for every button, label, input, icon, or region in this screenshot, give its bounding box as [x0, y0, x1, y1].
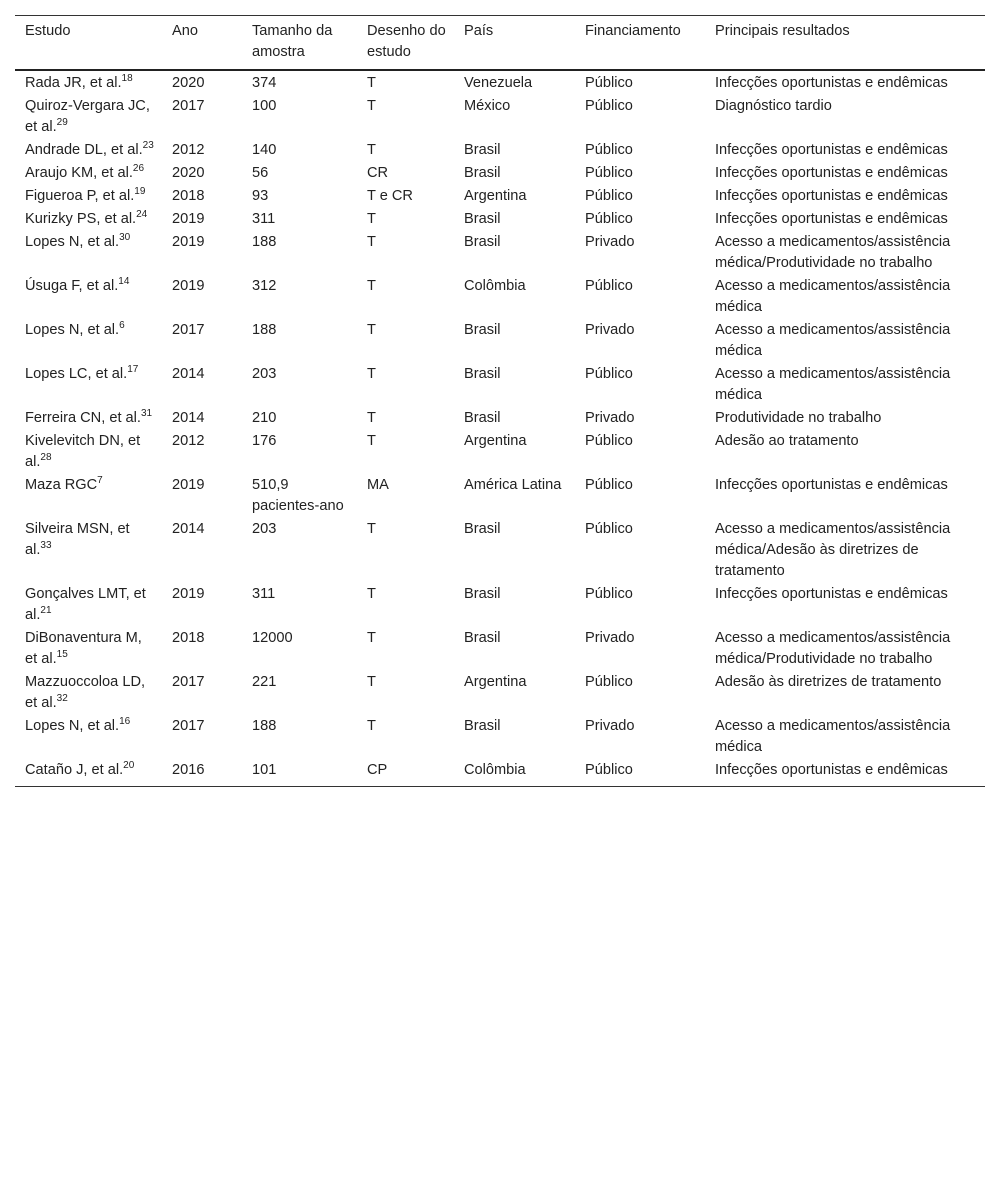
reference-number: 24	[136, 209, 148, 220]
main-results-cell: Produtividade no trabalho	[715, 410, 882, 426]
sample-size-cell: 510,9 pacientes-ano	[252, 477, 344, 514]
study-name: Kivelevitch DN, et al.	[25, 433, 141, 470]
country-cell: Argentina	[464, 433, 527, 449]
study-name: DiBonaventura M, et al.	[25, 630, 142, 667]
reference-number: 29	[56, 117, 68, 128]
column-header-tamanho-amostra: Tamanho da amostra	[252, 23, 333, 60]
sample-size-cell: 93	[252, 188, 269, 204]
funding-cell: Público	[585, 366, 633, 382]
funding-cell: Público	[585, 586, 633, 602]
table-row	[15, 162, 985, 185]
column-header-desenho-estudo: Desenho do estudo	[367, 23, 446, 60]
funding-cell: Público	[585, 165, 633, 181]
year-cell: 2020	[172, 75, 205, 91]
funding-cell: Público	[585, 477, 633, 493]
table-row	[15, 627, 985, 671]
reference-number: 15	[56, 649, 68, 660]
column-header-pais: País	[464, 23, 494, 39]
country-cell: Argentina	[464, 188, 527, 204]
main-results-cell: Acesso a medicamentos/assistência médica/Produtividade no trabalho	[715, 630, 951, 667]
year-cell: 2020	[172, 165, 205, 181]
table-row	[15, 474, 985, 518]
main-results-cell: Infecções oportunistas e endêmicas	[715, 477, 948, 493]
study-design-cell: T e CR	[367, 188, 413, 204]
study-cell	[15, 231, 162, 275]
year-cell: 2017	[172, 322, 205, 338]
studies-table-container	[15, 15, 985, 787]
table-row	[15, 319, 985, 363]
study-design-cell: T	[367, 630, 376, 646]
study-design-cell: CR	[367, 165, 389, 181]
country-cell: Brasil	[464, 211, 501, 227]
study-cell	[15, 95, 162, 139]
sample-size-cell: 203	[252, 521, 277, 537]
main-results-cell: Acesso a medicamentos/assistência médica	[715, 322, 951, 359]
table-row	[15, 671, 985, 715]
study-cell	[15, 759, 162, 787]
study-design-cell: T	[367, 98, 376, 114]
reference-number: 28	[40, 452, 52, 463]
table-row	[15, 208, 985, 231]
reference-number: 20	[123, 760, 135, 771]
main-results-cell: Acesso a medicamentos/assistência médica	[715, 718, 951, 755]
funding-cell: Público	[585, 433, 633, 449]
sample-size-cell: 311	[252, 211, 276, 227]
sample-size-cell: 101	[252, 762, 277, 778]
table-row	[15, 185, 985, 208]
table-row	[15, 430, 985, 474]
study-name: Maza RGC	[25, 477, 98, 493]
country-cell: Colômbia	[464, 278, 526, 294]
study-cell	[15, 715, 162, 759]
year-cell: 2012	[172, 433, 205, 449]
study-name: Lopes N, et al.	[25, 718, 120, 734]
funding-cell: Público	[585, 188, 633, 204]
sample-size-cell: 311	[252, 586, 276, 602]
year-cell: 2014	[172, 410, 205, 426]
main-results-cell: Infecções oportunistas e endêmicas	[715, 586, 948, 602]
column-header-ano: Ano	[172, 23, 198, 39]
country-cell: Brasil	[464, 165, 501, 181]
study-design-cell: T	[367, 234, 376, 250]
table-row	[15, 407, 985, 430]
study-name: Kurizky PS, et al.	[25, 211, 137, 227]
funding-cell: Privado	[585, 322, 635, 338]
year-cell: 2017	[172, 98, 205, 114]
table-row	[15, 95, 985, 139]
header-row	[15, 16, 985, 71]
funding-cell: Público	[585, 521, 633, 537]
main-results-cell: Acesso a medicamentos/assistência médica	[715, 278, 951, 315]
funding-cell: Privado	[585, 718, 635, 734]
reference-number: 18	[121, 73, 133, 84]
sample-size-cell: 221	[252, 674, 277, 690]
sample-size-cell: 56	[252, 165, 269, 181]
study-name: Figueroa P, et al.	[25, 188, 135, 204]
study-cell	[15, 671, 162, 715]
country-cell: México	[464, 98, 511, 114]
study-cell	[15, 319, 162, 363]
year-cell: 2014	[172, 521, 205, 537]
table-row	[15, 275, 985, 319]
reference-number: 6	[119, 320, 125, 331]
study-cell	[15, 162, 162, 185]
table-row	[15, 759, 985, 787]
table-row	[15, 363, 985, 407]
main-results-cell: Adesão ao tratamento	[715, 433, 859, 449]
reference-number: 21	[40, 605, 52, 616]
country-cell: Brasil	[464, 521, 501, 537]
study-cell	[15, 139, 162, 162]
sample-size-cell: 312	[252, 278, 277, 294]
main-results-cell: Infecções oportunistas e endêmicas	[715, 142, 948, 158]
year-cell: 2018	[172, 188, 205, 204]
study-name: Quiroz-Vergara JC, et al.	[25, 98, 150, 135]
year-cell: 2017	[172, 674, 205, 690]
study-name: Ferreira CN, et al.	[25, 410, 141, 426]
study-design-cell: T	[367, 142, 376, 158]
study-name: Cataño J, et al.	[25, 762, 124, 778]
funding-cell: Privado	[585, 234, 635, 250]
study-design-cell: T	[367, 521, 376, 537]
sample-size-cell: 176	[252, 433, 277, 449]
funding-cell: Público	[585, 278, 633, 294]
reference-number: 26	[132, 163, 145, 174]
study-design-cell: T	[367, 718, 376, 734]
reference-number: 14	[118, 276, 130, 287]
year-cell: 2012	[172, 142, 205, 158]
study-design-cell: CP	[367, 762, 388, 778]
studies-table	[15, 15, 985, 787]
table-row	[15, 231, 985, 275]
study-design-cell: T	[367, 322, 376, 338]
year-cell: 2019	[172, 278, 205, 294]
column-header-financiamento: Financiamento	[585, 23, 681, 39]
reference-number: 16	[119, 716, 131, 727]
year-cell: 2016	[172, 762, 205, 778]
country-cell: Brasil	[464, 586, 501, 602]
study-cell	[15, 363, 162, 407]
sample-size-cell: 100	[252, 98, 277, 114]
year-cell: 2019	[172, 234, 205, 250]
country-cell: Argentina	[464, 674, 527, 690]
funding-cell: Público	[585, 674, 633, 690]
main-results-cell: Acesso a medicamentos/assistência médica	[715, 366, 951, 403]
table-row	[15, 583, 985, 627]
table-row	[15, 715, 985, 759]
reference-number: 19	[134, 186, 146, 197]
study-design-cell: T	[367, 410, 376, 426]
study-design-cell: T	[367, 674, 376, 690]
funding-cell: Privado	[585, 630, 635, 646]
country-cell: Brasil	[464, 142, 501, 158]
sample-size-cell: 203	[252, 366, 277, 382]
study-cell	[15, 407, 162, 430]
study-name: Rada JR, et al.	[25, 75, 122, 91]
reference-number: 30	[119, 232, 131, 243]
main-results-cell: Infecções oportunistas e endêmicas	[715, 211, 948, 227]
country-cell: América Latina	[464, 477, 562, 493]
study-cell	[15, 275, 162, 319]
study-cell	[15, 518, 162, 583]
main-results-cell: Infecções oportunistas e endêmicas	[715, 165, 948, 181]
study-name: Lopes N, et al.	[25, 322, 120, 338]
main-results-cell: Acesso a medicamentos/assistência médica/Adesão às diretrizes de tratamento	[715, 521, 951, 579]
country-cell: Brasil	[464, 366, 501, 382]
year-cell: 2017	[172, 718, 205, 734]
country-cell: Brasil	[464, 322, 501, 338]
study-name: Mazzuoccoloa LD, et al.	[25, 674, 146, 711]
sample-size-cell: 210	[252, 410, 277, 426]
study-design-cell: T	[367, 433, 376, 449]
funding-cell: Público	[585, 211, 633, 227]
main-results-cell: Diagnóstico tardio	[715, 98, 832, 114]
study-name: Gonçalves LMT, et al.	[25, 586, 146, 623]
study-name: Silveira MSN, et al.	[25, 521, 130, 558]
study-design-cell: T	[367, 278, 376, 294]
reference-number: 7	[97, 475, 103, 486]
country-cell: Colômbia	[464, 762, 526, 778]
study-design-cell: T	[367, 75, 376, 91]
main-results-cell: Infecções oportunistas e endêmicas	[715, 75, 948, 91]
main-results-cell: Acesso a medicamentos/assistência médica/Produtividade no trabalho	[715, 234, 951, 271]
study-design-cell: MA	[367, 477, 389, 493]
sample-size-cell: 188	[252, 234, 277, 250]
table-body	[15, 70, 985, 787]
study-name: Andrade DL, et al.	[25, 142, 143, 158]
sample-size-cell: 188	[252, 718, 277, 734]
table-row	[15, 518, 985, 583]
table-row	[15, 139, 985, 162]
funding-cell: Privado	[585, 410, 635, 426]
study-name: Úsuga F, et al.	[25, 278, 119, 294]
sample-size-cell: 140	[252, 142, 277, 158]
country-cell: Brasil	[464, 410, 501, 426]
year-cell: 2018	[172, 630, 205, 646]
study-cell	[15, 430, 162, 474]
year-cell: 2019	[172, 586, 205, 602]
study-cell	[15, 474, 162, 518]
column-header-principais-resultados: Principais resultados	[715, 23, 850, 39]
sample-size-cell: 374	[252, 75, 277, 91]
sample-size-cell: 188	[252, 322, 277, 338]
study-name: Araujo KM, et al.	[25, 165, 133, 181]
main-results-cell: Adesão às diretrizes de tratamento	[715, 674, 942, 690]
year-cell: 2019	[172, 477, 205, 493]
column-header-estudo: Estudo	[25, 23, 71, 39]
country-cell: Brasil	[464, 234, 501, 250]
study-cell	[15, 583, 162, 627]
main-results-cell: Infecções oportunistas e endêmicas	[715, 188, 948, 204]
year-cell: 2014	[172, 366, 205, 382]
reference-number: 32	[56, 693, 68, 704]
reference-number: 17	[127, 364, 139, 375]
country-cell: Brasil	[464, 718, 501, 734]
study-design-cell: T	[367, 366, 376, 382]
study-design-cell: T	[367, 211, 376, 227]
country-cell: Brasil	[464, 630, 501, 646]
reference-number: 31	[140, 408, 153, 419]
study-cell	[15, 208, 162, 231]
study-cell	[15, 70, 162, 95]
table-row	[15, 70, 985, 95]
funding-cell: Público	[585, 98, 633, 114]
study-design-cell: T	[367, 586, 376, 602]
study-cell	[15, 185, 162, 208]
table-header	[15, 16, 985, 71]
sample-size-cell: 12000	[252, 630, 293, 646]
funding-cell: Público	[585, 142, 633, 158]
funding-cell: Público	[585, 762, 633, 778]
study-name: Lopes N, et al.	[25, 234, 120, 250]
funding-cell: Público	[585, 75, 633, 91]
country-cell: Venezuela	[464, 75, 533, 91]
reference-number: 23	[142, 140, 154, 151]
study-cell	[15, 627, 162, 671]
year-cell: 2019	[172, 211, 205, 227]
study-name: Lopes LC, et al.	[25, 366, 128, 382]
reference-number: 33	[40, 540, 52, 551]
main-results-cell: Infecções oportunistas e endêmicas	[715, 762, 948, 778]
